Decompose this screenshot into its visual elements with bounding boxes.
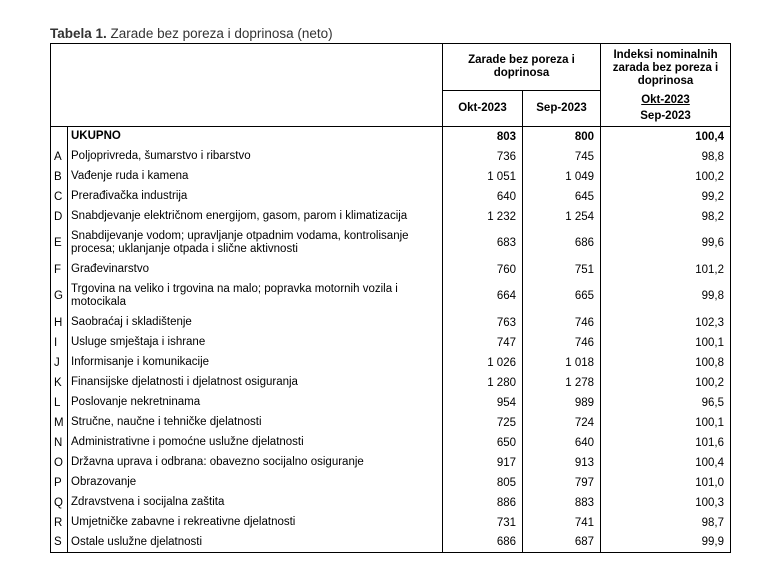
sector-label: Prerađivačka industrija	[68, 187, 443, 207]
index-value: 98,8	[601, 147, 731, 167]
value-okt-2023: 763	[443, 313, 523, 333]
index-value: 100,2	[601, 373, 731, 393]
value-sep-2023: 1 278	[523, 373, 601, 393]
table-number: Tabela 1.	[50, 26, 107, 41]
value-sep-2023: 687	[523, 533, 601, 553]
table-row	[51, 227, 731, 260]
sector-label: Građevinarstvo	[68, 260, 443, 280]
header-index-denominator: Sep-2023	[640, 110, 691, 123]
header-wages-group: Zarade bez poreza i doprinosa	[443, 44, 601, 91]
sector-code: P	[54, 476, 62, 489]
index-value: 101,0	[601, 473, 731, 493]
index-value: 100,1	[601, 333, 731, 353]
index-value: 101,2	[601, 260, 731, 280]
value-okt-2023: 731	[443, 513, 523, 533]
value-sep-2023: 797	[523, 473, 601, 493]
value-sep-2023: 746	[523, 313, 601, 333]
table-row	[51, 353, 731, 373]
sector-label: Stručne, naučne i tehničke djelatnosti	[68, 413, 443, 433]
value-okt-2023: 1 026	[443, 353, 523, 373]
index-value: 99,6	[601, 227, 731, 260]
index-value: 100,4	[601, 453, 731, 473]
value-okt-2023: 886	[443, 493, 523, 513]
index-value: 100,2	[601, 167, 731, 187]
table-row	[51, 413, 731, 433]
value-okt-2023: 760	[443, 260, 523, 280]
value-okt-2023: 650	[443, 433, 523, 453]
sector-label: Snabdjevanje električnom energijom, gasom, parom i klimatizacija	[68, 207, 443, 227]
table-row	[51, 333, 731, 353]
header-index-numerator: Okt-2023	[641, 94, 690, 107]
sector-label: Administrativne i pomoćne uslužne djelatnosti	[68, 433, 443, 453]
index-value: 100,3	[601, 493, 731, 513]
value-sep-2023: 640	[523, 433, 601, 453]
value-okt-2023: 1 280	[443, 373, 523, 393]
sector-code: G	[54, 290, 63, 302]
value-sep-2023: 665	[523, 280, 601, 313]
index-value: 100,1	[601, 413, 731, 433]
value-sep-2023: 913	[523, 453, 601, 473]
sector-code: M	[54, 416, 64, 429]
table-row	[51, 433, 731, 453]
value-okt-2023: 640	[443, 187, 523, 207]
sector-label: Usluge smještaja i ishrane	[68, 333, 443, 353]
index-value: 100,8	[601, 353, 731, 373]
wages-table	[50, 43, 731, 553]
sector-label: Poslovanje nekretninama	[68, 393, 443, 413]
sector-label: Umjetničke zabavne i rekreativne djelatnosti	[68, 513, 443, 533]
sector-code: H	[54, 316, 63, 329]
value-okt-2023: 736	[443, 147, 523, 167]
sector-code: K	[54, 376, 62, 389]
value-okt-2023: 686	[443, 533, 523, 553]
sector-code: A	[54, 150, 62, 163]
table-row	[51, 513, 731, 533]
value-okt-2023: 954	[443, 393, 523, 413]
table-title: Zarade bez poreza i doprinosa (neto)	[110, 26, 333, 41]
sector-label: Saobraćaj i skladištenje	[68, 313, 443, 333]
index-value: 98,2	[601, 207, 731, 227]
value-okt-2023: 803	[443, 127, 523, 147]
value-sep-2023: 800	[523, 127, 601, 147]
value-sep-2023: 645	[523, 187, 601, 207]
value-sep-2023: 1 018	[523, 353, 601, 373]
value-sep-2023: 741	[523, 513, 601, 533]
sector-label: Zdravstvena i socijalna zaštita	[68, 493, 443, 513]
sector-code: D	[54, 210, 63, 223]
value-okt-2023: 725	[443, 413, 523, 433]
value-sep-2023: 745	[523, 147, 601, 167]
table-row	[51, 207, 731, 227]
index-value: 102,3	[601, 313, 731, 333]
sector-code: J	[54, 356, 60, 369]
total-row	[51, 127, 731, 147]
sector-code	[51, 127, 68, 147]
sector-code: S	[54, 536, 62, 549]
value-sep-2023: 686	[523, 227, 601, 260]
sector-code: L	[54, 396, 61, 409]
table-row	[51, 393, 731, 413]
index-value: 99,2	[601, 187, 731, 207]
table-row	[51, 280, 731, 313]
index-value: 100,4	[601, 127, 731, 147]
table-row	[51, 260, 731, 280]
index-value: 101,6	[601, 433, 731, 453]
sector-label: Finansijske djelatnosti i djelatnost osiguranja	[68, 373, 443, 393]
sector-code: I	[54, 336, 58, 349]
value-sep-2023: 724	[523, 413, 601, 433]
table-caption	[50, 26, 333, 41]
sector-code: E	[54, 237, 62, 249]
header-index-ratio	[601, 91, 731, 127]
sector-code: B	[54, 170, 62, 183]
value-okt-2023: 1 051	[443, 167, 523, 187]
sector-code: O	[54, 456, 63, 469]
sector-label: Državna uprava i odbrana: obavezno socijalno osiguranje	[68, 453, 443, 473]
value-sep-2023: 1 254	[523, 207, 601, 227]
value-okt-2023: 664	[443, 280, 523, 313]
index-value: 98,7	[601, 513, 731, 533]
sector-label: Vađenje ruda i kamena	[68, 167, 443, 187]
index-value: 99,9	[601, 533, 731, 553]
sector-code: C	[54, 190, 63, 203]
table-row	[51, 147, 731, 167]
index-value: 96,5	[601, 393, 731, 413]
value-okt-2023: 683	[443, 227, 523, 260]
sector-code: N	[54, 436, 63, 449]
value-sep-2023: 751	[523, 260, 601, 280]
sector-label: Snabdijevanje vodom; upravljanje otpadnim vodama, kontrolisanje procesa; uklanjanje otpada i slične aktivnosti	[68, 227, 443, 260]
header-index-title: Indeksi nominalnih zarada bez poreza i doprinosa	[601, 44, 731, 91]
header-col-okt: Okt-2023	[443, 91, 523, 127]
value-sep-2023: 1 049	[523, 167, 601, 187]
value-okt-2023: 747	[443, 333, 523, 353]
table-row	[51, 453, 731, 473]
value-sep-2023: 989	[523, 393, 601, 413]
value-sep-2023: 883	[523, 493, 601, 513]
sector-code: R	[54, 516, 63, 529]
header-empty-cell	[51, 44, 443, 127]
header-col-sep: Sep-2023	[523, 91, 601, 127]
sector-label: Poljoprivreda, šumarstvo i ribarstvo	[68, 147, 443, 167]
table-row	[51, 313, 731, 333]
sector-label: Obrazovanje	[68, 473, 443, 493]
table-row	[51, 493, 731, 513]
value-okt-2023: 805	[443, 473, 523, 493]
sector-label: Informisanje i komunikacije	[68, 353, 443, 373]
table-row	[51, 533, 731, 553]
sector-code: Q	[54, 496, 63, 509]
value-sep-2023: 746	[523, 333, 601, 353]
table-body	[51, 127, 731, 553]
table-row	[51, 373, 731, 393]
sector-label: UKUPNO	[68, 127, 443, 147]
sector-label: Ostale uslužne djelatnosti	[68, 533, 443, 553]
sector-label: Trgovina na veliko i trgovina na malo; popravka motornih vozila i motocikala	[68, 280, 443, 313]
table-row	[51, 187, 731, 207]
index-value: 99,8	[601, 280, 731, 313]
value-okt-2023: 917	[443, 453, 523, 473]
table-row	[51, 167, 731, 187]
table-row	[51, 473, 731, 493]
value-okt-2023: 1 232	[443, 207, 523, 227]
sector-code: F	[54, 263, 62, 276]
